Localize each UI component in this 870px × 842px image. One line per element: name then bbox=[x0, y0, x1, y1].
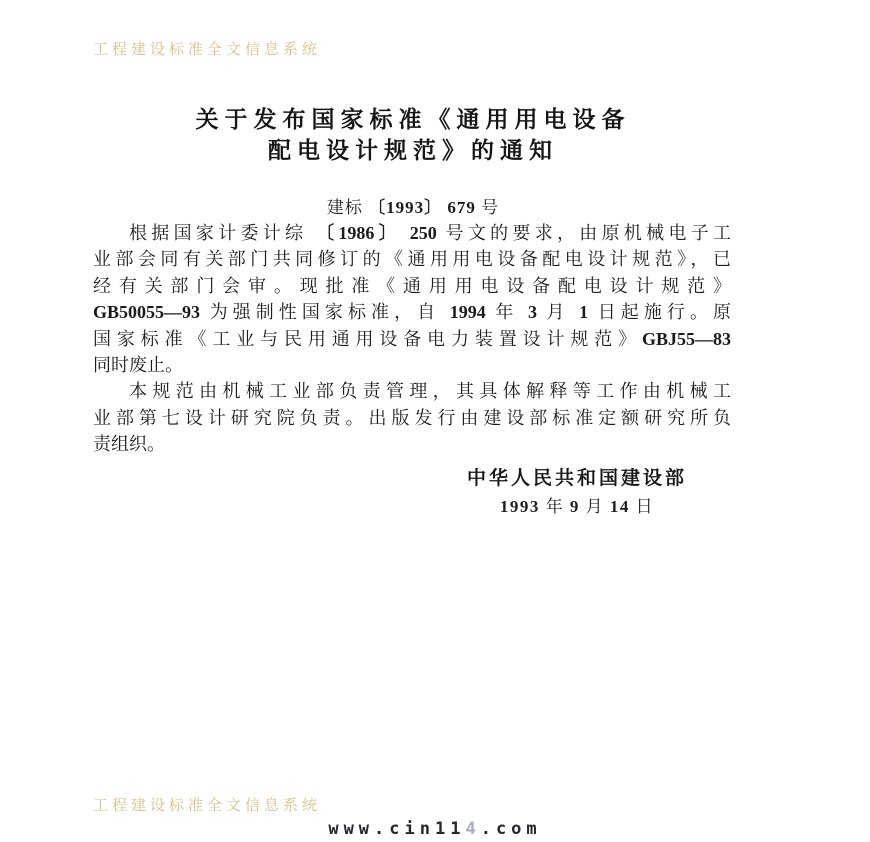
signature-date: 1993 年 9 月 14 日 bbox=[499, 497, 655, 516]
body-line: GB50055—93 为强制性国家标准，自 1994 年 3 月 1 日起施行。原 bbox=[93, 302, 732, 323]
body-line: 国家标准《工业与民用通用设备电力装置设计规范》GBJ55—83 bbox=[93, 328, 731, 349]
title-line-2: 配电设计规范》的通知 bbox=[268, 138, 558, 163]
body-line: 业部第七设计研究院负责。出版发行由建设部标准定额研究所负 bbox=[93, 407, 731, 428]
site-url: www.cin114.com bbox=[328, 819, 542, 839]
body-line: 同时废止。 bbox=[93, 355, 183, 376]
watermark-top: 工程建设标准全文信息系统 bbox=[93, 42, 322, 58]
body-line: 业部会同有关部门共同修订的《通用用电设备配电设计规范》，已 bbox=[93, 249, 731, 270]
body-line: 根据国家计委计综 〔1986〕 250 号文的要求，由原机械电子工 bbox=[129, 223, 732, 243]
body-line: 本规范由机械工业部负责管理，其具体解释等工作由机械工 bbox=[129, 381, 731, 402]
signature-block bbox=[467, 465, 687, 521]
body-text bbox=[93, 220, 731, 458]
page-title bbox=[93, 104, 733, 166]
doc-number: 建标 〔1993〕 679 号 bbox=[326, 198, 500, 217]
watermark-bottom: 工程建设标准全文信息系统 bbox=[93, 798, 322, 814]
signature-org: 中华人民共和国建设部 bbox=[466, 468, 687, 489]
body-line: 经有关部门会审。现批准《通用用电设备配电设计规范》 bbox=[93, 275, 731, 296]
title-line-1: 关于发布国家标准《通用用电设备 bbox=[195, 107, 631, 132]
body-line: 责组织。 bbox=[93, 434, 165, 455]
